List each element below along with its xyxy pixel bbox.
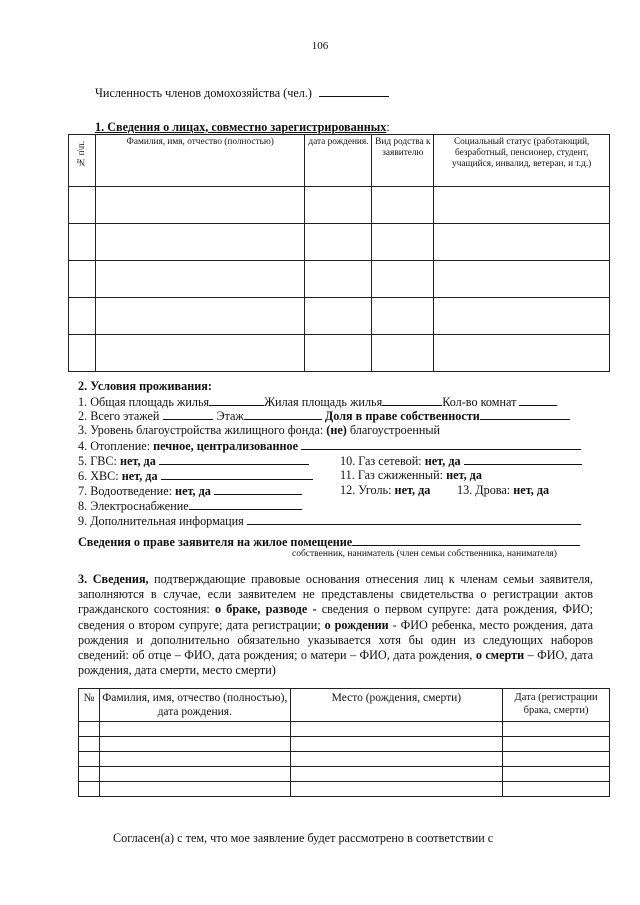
- table-cell[interactable]: [305, 224, 372, 261]
- col-birthdate: дата рождения.: [305, 135, 372, 187]
- condition-line-5: 5. ГВС: нет, да: [78, 453, 309, 469]
- household-count-label: Численность членов домохозяйства (чел.): [95, 86, 312, 100]
- table-cell[interactable]: [434, 261, 610, 298]
- rights-hint: собственник, наниматель (член семьи собственника, нанимателя): [292, 549, 557, 559]
- condition-line-13: 13. Дрова: нет, да: [457, 483, 550, 497]
- rooms-field[interactable]: [519, 394, 557, 406]
- table-cell[interactable]: [503, 767, 610, 782]
- table-cell[interactable]: [503, 782, 610, 797]
- col-number: №: [79, 689, 100, 722]
- condition-line-8: 8. Электроснабжение: [78, 498, 302, 514]
- relation-row: [79, 752, 610, 767]
- electricity-field[interactable]: [189, 498, 302, 510]
- heating-field[interactable]: [301, 438, 581, 450]
- condition-line-6: 6. ХВС: нет, да: [78, 468, 313, 484]
- table-cell[interactable]: [99, 767, 290, 782]
- table-cell[interactable]: [95, 187, 305, 224]
- household-count-row: [95, 85, 389, 101]
- relations-table: [78, 688, 610, 797]
- condition-line-7: 7. Водоотведение: нет, да: [78, 483, 302, 499]
- person-row: [69, 298, 610, 335]
- section1-title: 1. Сведения о лицах, совместно зарегистрированных:: [95, 120, 390, 134]
- table-cell[interactable]: [69, 187, 96, 224]
- col-number: № п\п.: [69, 135, 96, 187]
- table-cell[interactable]: [79, 737, 100, 752]
- table-cell[interactable]: [434, 224, 610, 261]
- table-cell[interactable]: [372, 261, 434, 298]
- table-cell[interactable]: [79, 722, 100, 737]
- persons-table-body: [69, 187, 610, 372]
- living-area-field[interactable]: [382, 394, 442, 406]
- condition-line-2: 2. Всего этажей Этаж Доля в праве собственности: [78, 408, 570, 424]
- table-cell[interactable]: [372, 335, 434, 372]
- table-cell[interactable]: [69, 335, 96, 372]
- person-row: [69, 335, 610, 372]
- table-cell[interactable]: [95, 335, 305, 372]
- table-cell[interactable]: [434, 187, 610, 224]
- table-cell[interactable]: [290, 782, 503, 797]
- rights-row: Сведения о праве заявителя на жилое помещение: [78, 534, 580, 550]
- relation-row: [79, 722, 610, 737]
- col-fio-birthdate: Фамилия, имя, отчество (полностью), дата рождения.: [99, 689, 290, 722]
- table-cell[interactable]: [79, 752, 100, 767]
- table-cell[interactable]: [305, 187, 372, 224]
- col-social-status: Социальный статус (работающий, безработный, пенсионер, студент, учащийся, инвалид, ветеран, и т.д.): [434, 135, 610, 187]
- page-number: 106: [311, 40, 329, 52]
- hot-water-field[interactable]: [159, 453, 309, 465]
- persons-table: [68, 134, 610, 372]
- condition-line-11: 11. Газ сжиженный: нет, да: [340, 468, 482, 482]
- person-row: [69, 261, 610, 298]
- section2-title: 2. Условия проживания:: [78, 379, 212, 393]
- table-cell[interactable]: [95, 224, 305, 261]
- table-cell[interactable]: [372, 298, 434, 335]
- condition-line-10: 10. Газ сетевой: нет, да: [340, 453, 582, 469]
- table-cell[interactable]: [503, 737, 610, 752]
- table-cell[interactable]: [305, 335, 372, 372]
- persons-table-header: [69, 135, 610, 187]
- table-cell[interactable]: [69, 261, 96, 298]
- table-cell[interactable]: [372, 187, 434, 224]
- table-cell[interactable]: [434, 335, 610, 372]
- section3-paragraph: 3. Сведения, подтверждающие правовые основания отнесения лиц к членам семьи заявителя, заполняются в случае, если заявителем не представлены свидетельства о регистрации актов гражданского состояния: о браке, разводе - сведения о первом супруге: дата рождения, ФИО; сведения о втором супруге; дата регистрации; о рождении - ФИО ребенка, место рождения, дата рождения и дополнительно обязательно указывается хотя бы один из следующих наборов сведений: об отце – ФИО, дата рождения; о матери – ФИО, дата рождения, о смерти – ФИО, дата рождения, дата смерти, место смерти): [78, 572, 594, 678]
- condition-line-3: 3. Уровень благоустройства жилищного фонда: (не) благоустроенный: [78, 423, 441, 437]
- consent-text: Согласен(а) с тем, что мое заявление будет рассмотрено в соответствии с: [113, 831, 494, 845]
- table-cell[interactable]: [99, 782, 290, 797]
- table-cell[interactable]: [99, 722, 290, 737]
- col-relation: Вид родства к заявителю: [372, 135, 434, 187]
- table-cell[interactable]: [372, 224, 434, 261]
- table-cell[interactable]: [290, 737, 503, 752]
- household-count-field[interactable]: [319, 85, 389, 97]
- table-cell[interactable]: [503, 752, 610, 767]
- person-row: [69, 187, 610, 224]
- col-fio: Фамилия, имя, отчество (полностью): [95, 135, 305, 187]
- relation-row: [79, 782, 610, 797]
- table-cell[interactable]: [95, 298, 305, 335]
- table-cell[interactable]: [434, 298, 610, 335]
- relation-row: [79, 737, 610, 752]
- table-cell[interactable]: [290, 752, 503, 767]
- total-area-field[interactable]: [209, 394, 264, 406]
- condition-line-1: 1. Общая площадь жилья Жилая площадь жилья Кол-во комнат: [78, 394, 557, 410]
- relations-table-header: [79, 689, 610, 722]
- floor-field[interactable]: [244, 408, 322, 420]
- table-cell[interactable]: [79, 782, 100, 797]
- person-row: [69, 224, 610, 261]
- col-date: Дата (регистрации брака, смерти): [503, 689, 610, 722]
- table-cell[interactable]: [290, 722, 503, 737]
- condition-line-12: 12. Уголь: нет, да: [340, 483, 431, 497]
- relations-table-body: [79, 722, 610, 797]
- table-cell[interactable]: [99, 737, 290, 752]
- ownership-share-field[interactable]: [480, 408, 570, 420]
- table-cell[interactable]: [503, 722, 610, 737]
- gas-network-field[interactable]: [464, 453, 582, 465]
- floors-field[interactable]: [163, 408, 213, 420]
- drainage-field[interactable]: [214, 483, 302, 495]
- table-cell[interactable]: [290, 767, 503, 782]
- col-place: Место (рождения, смерти): [290, 689, 503, 722]
- table-cell[interactable]: [305, 261, 372, 298]
- table-cell[interactable]: [79, 767, 100, 782]
- relation-row: [79, 767, 610, 782]
- rights-field[interactable]: [352, 534, 580, 546]
- table-cell[interactable]: [69, 298, 96, 335]
- table-cell[interactable]: [95, 261, 305, 298]
- additional-info-field[interactable]: [247, 513, 581, 525]
- table-cell[interactable]: [99, 752, 290, 767]
- table-cell[interactable]: [305, 298, 372, 335]
- condition-line-9: 9. Дополнительная информация: [78, 513, 581, 529]
- condition-line-4: 4. Отопление: печное, централизованное: [78, 438, 581, 454]
- cold-water-field[interactable]: [161, 468, 313, 480]
- table-cell[interactable]: [69, 224, 96, 261]
